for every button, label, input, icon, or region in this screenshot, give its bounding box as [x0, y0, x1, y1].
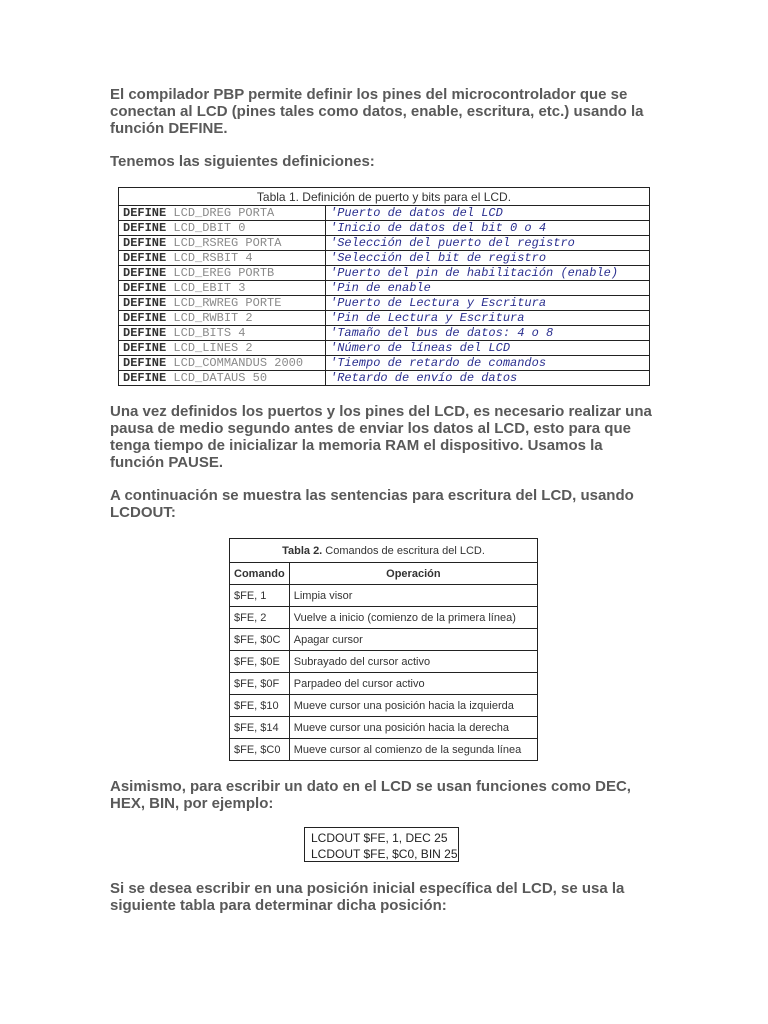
define-cell [119, 266, 326, 281]
table-row [119, 311, 650, 326]
command-cell: $FE, $14 [230, 717, 290, 739]
define-param: LCD_COMMANDUS 2000 [173, 356, 304, 370]
define-keyword: DEFINE [123, 266, 167, 280]
table-row [230, 673, 538, 695]
define-param: LCD_LINES 2 [173, 341, 253, 355]
define-keyword: DEFINE [123, 296, 167, 310]
define-cell [119, 296, 326, 311]
operation-cell: Apagar cursor [289, 629, 537, 651]
operation-cell: Limpia visor [289, 585, 537, 607]
table-row [119, 356, 650, 371]
define-comment: 'Tiempo de retardo de comandos [326, 356, 650, 371]
define-param: LCD_RSBIT 4 [173, 251, 253, 265]
command-cell: $FE, 2 [230, 607, 290, 629]
define-keyword: DEFINE [123, 341, 167, 355]
command-cell: $FE, $C0 [230, 739, 290, 761]
define-keyword: DEFINE [123, 221, 167, 235]
define-comment: 'Retardo de envío de datos [326, 371, 650, 386]
header-operacion: Operación [289, 563, 537, 585]
define-cell [119, 311, 326, 326]
table-row [230, 717, 538, 739]
command-cell: $FE, $0F [230, 673, 290, 695]
table-row [119, 371, 650, 386]
format-functions-paragraph: Asimismo, para escribir un dato en el LCD se usan funciones como DEC, HEX, BIN, por ejemplo: [110, 778, 631, 812]
table-row [230, 695, 538, 717]
define-param: LCD_BITS 4 [173, 326, 246, 340]
define-comment: 'Pin de enable [326, 281, 650, 296]
command-cell: $FE, $0E [230, 651, 290, 673]
operation-cell: Vuelve a inicio (comienzo de la primera línea) [289, 607, 537, 629]
command-cell: $FE, $0C [230, 629, 290, 651]
define-param: LCD_DBIT 0 [173, 221, 246, 235]
table2-caption [230, 539, 538, 563]
table-row [119, 341, 650, 356]
define-keyword: DEFINE [123, 371, 167, 385]
define-comment: 'Selección del bit de registro [326, 251, 650, 266]
define-comment: 'Inicio de datos del bit 0 o 4 [326, 221, 650, 236]
define-cell [119, 326, 326, 341]
define-comment: 'Puerto de Lectura y Escritura [326, 296, 650, 311]
define-comment: 'Selección del puerto del registro [326, 236, 650, 251]
lcdout-paragraph: A continuación se muestra las sentencias para escritura del LCD, usando LCDOUT: [110, 487, 634, 521]
operation-cell: Mueve cursor al comienzo de la segunda línea [289, 739, 537, 761]
table-row [230, 607, 538, 629]
define-keyword: DEFINE [123, 326, 167, 340]
define-param: LCD_DATAUS 50 [173, 371, 268, 385]
define-cell [119, 221, 326, 236]
table-row [119, 326, 650, 341]
code-line: LCDOUT $FE, $C0, BIN 25 [311, 847, 458, 861]
table-row [119, 251, 650, 266]
operation-cell: Subrayado del cursor activo [289, 651, 537, 673]
header-comando: Comando [230, 563, 290, 585]
table-row [119, 296, 650, 311]
define-param: LCD_EBIT 3 [173, 281, 246, 295]
define-cell [119, 251, 326, 266]
table-row [119, 206, 650, 221]
define-keyword: DEFINE [123, 251, 167, 265]
table-row [230, 585, 538, 607]
table-lcd-commands [229, 538, 538, 761]
define-cell [119, 341, 326, 356]
define-comment: 'Puerto del pin de habilitación (enable) [326, 266, 650, 281]
define-keyword: DEFINE [123, 356, 167, 370]
define-cell [119, 236, 326, 251]
table-header-row [230, 563, 538, 585]
define-keyword: DEFINE [123, 311, 167, 325]
define-keyword: DEFINE [123, 206, 167, 220]
operation-cell: Parpadeo del cursor activo [289, 673, 537, 695]
table-row [119, 236, 650, 251]
define-cell [119, 206, 326, 221]
table-row [119, 266, 650, 281]
operation-cell: Mueve cursor una posición hacia la derecha [289, 717, 537, 739]
define-param: LCD_RWBIT 2 [173, 311, 253, 325]
table-row [230, 651, 538, 673]
define-keyword: DEFINE [123, 236, 167, 250]
command-cell: $FE, 1 [230, 585, 290, 607]
intro-paragraph: El compilador PBP permite definir los pines del microcontrolador que se conectan al LCD (pines tales como datos, enable, escritura, etc.) usando la función DEFINE. [110, 86, 644, 137]
code-line: LCDOUT $FE, 1, DEC 25 [311, 831, 448, 845]
pause-paragraph: Una vez definidos los puertos y los pines del LCD, es necesario realizar una pausa de medio segundo antes de enviar los datos al LCD, esto para que tenga tiempo de inicializar la memoria RAM el dispositivo. Usamos la función PAUSE. [110, 403, 652, 471]
definitions-lead: Tenemos las siguientes definiciones: [110, 153, 375, 170]
table2-caption-text: Comandos de escritura del LCD. [322, 544, 485, 557]
define-keyword: DEFINE [123, 281, 167, 295]
define-comment: 'Tamaño del bus de datos: 4 o 8 [326, 326, 650, 341]
define-param: LCD_EREG PORTB [173, 266, 275, 280]
define-comment: 'Puerto de datos del LCD [326, 206, 650, 221]
table-lcd-defines [118, 187, 650, 386]
define-cell [119, 281, 326, 296]
define-param: LCD_DREG PORTA [173, 206, 275, 220]
code-example-box [304, 827, 459, 862]
table2-caption-label: Tabla 2. [282, 544, 323, 557]
define-param: LCD_RWREG PORTE [173, 296, 282, 310]
table-row [119, 221, 650, 236]
table-row [230, 629, 538, 651]
define-comment: 'Pin de Lectura y Escritura [326, 311, 650, 326]
define-param: LCD_RSREG PORTA [173, 236, 282, 250]
table1-body [119, 206, 650, 386]
define-cell [119, 371, 326, 386]
table-row [119, 281, 650, 296]
operation-cell: Mueve cursor una posición hacia la izquierda [289, 695, 537, 717]
define-cell [119, 356, 326, 371]
command-cell: $FE, $10 [230, 695, 290, 717]
define-comment: 'Número de líneas del LCD [326, 341, 650, 356]
position-paragraph: Si se desea escribir en una posición inicial específica del LCD, se usa la siguiente tabla para determinar dicha posición: [110, 880, 625, 914]
table-row [230, 739, 538, 761]
table1-caption: Tabla 1. Definición de puerto y bits para el LCD. [119, 188, 650, 206]
